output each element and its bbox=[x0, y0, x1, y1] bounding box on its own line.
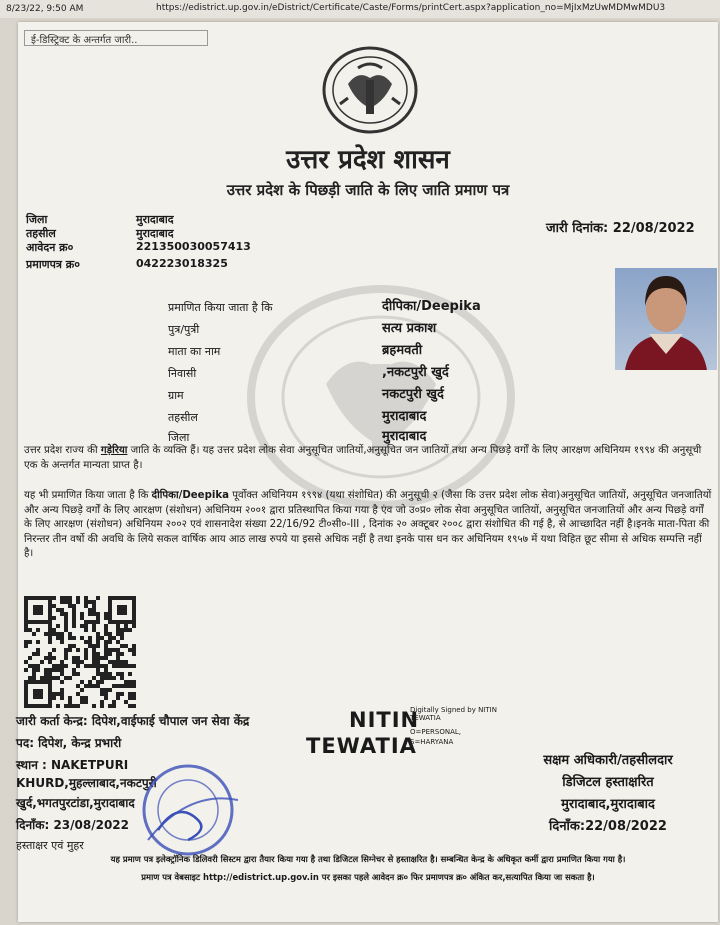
applicant-name: दीपिका/Deepika bbox=[382, 299, 481, 314]
sig-detail-2: TEWATIA bbox=[410, 714, 441, 722]
certification-paragraph bbox=[24, 489, 714, 562]
sig-detail-4: S=HARYANA bbox=[410, 738, 454, 746]
certificate-no-label: प्रमाणपत्र क्र० bbox=[26, 258, 80, 271]
certificate-no-value: 042223018325 bbox=[136, 257, 228, 270]
issue-date: जारी दिनांक: 22/08/2022 bbox=[546, 221, 695, 236]
print-url[interactable]: https://edistrict.up.gov.in/eDistrict/Certificate/Caste/Forms/printCert.aspx?application_no=MjIxMzUwMDMwMDU3 bbox=[156, 3, 666, 13]
detail-tehsil-label: तहसील bbox=[168, 411, 198, 424]
place-line-2: KHURD,मुहल्लाबाद,नकटपुरी bbox=[16, 776, 157, 790]
certificate-page bbox=[18, 22, 718, 922]
certify-label: प्रमाणित किया जाता है कि bbox=[168, 301, 273, 314]
signer-name-1: NITIN bbox=[349, 708, 420, 732]
place: स्थान : NAKETPURI bbox=[16, 758, 129, 772]
parent-label: पुत्र/पुत्री bbox=[168, 323, 200, 336]
centre-stamp-icon bbox=[138, 760, 238, 860]
sig-detail-1: Digitally Signed by NITIN bbox=[410, 706, 497, 714]
issuing-centre: जारी कर्ता केन्द्र: दिपेश,वाईफाई चौपाल जन सेवा केंद्र bbox=[16, 714, 250, 728]
bottom-note-1: यह प्रमाण पत्र इलेक्ट्रॉनिक डिलिवरी सिस्टम द्वारा तैयार किया गया है तथा डिजिटल सिग्नेचर से हस्ताक्षरित है। सम्बन्धित केन्द्र के अधिकृत कर्मी द्वारा प्रमाणित किया गया है। bbox=[110, 854, 626, 864]
village-label: ग्राम bbox=[168, 389, 184, 402]
digitally-signed: डिजिटल हस्ताक्षरित bbox=[562, 775, 654, 790]
application-no-value: 221350030057413 bbox=[136, 240, 251, 253]
bottom-note-2: प्रमाण पत्र वेबसाइट http://edistrict.up.gov.in पर इसका पहले आवेदन क्र० फिर प्रमाणपत्र क्र० अंकित कर,सत्यापित किया जा सकता है। bbox=[141, 872, 595, 882]
issuer-date: दिनाँक: 23/08/2022 bbox=[16, 818, 130, 832]
application-no-label: आवेदन क्र० bbox=[26, 241, 74, 254]
browser-print-header bbox=[0, 0, 720, 18]
signer-name-2: TEWATIA bbox=[306, 734, 417, 758]
certificate-title: उत्तर प्रदेश शासन bbox=[286, 145, 450, 175]
up-govt-emblem-icon bbox=[318, 44, 422, 136]
authority-title: सक्षम अधिकारी/तहसीलदार bbox=[543, 753, 673, 768]
tehsil-value: मुरादाबाद bbox=[136, 227, 174, 240]
parent-name: सत्य प्रकाश bbox=[382, 321, 437, 336]
header-fields bbox=[26, 212, 326, 274]
place-line-3: खुर्द,भगतपुरटांडा,मुरादाबाद bbox=[16, 796, 135, 810]
resident-label: निवासी bbox=[168, 367, 197, 380]
sign-and-seal: हस्ताक्षर एवं मुहर bbox=[16, 839, 84, 852]
caste-name: गड़ेरिया bbox=[100, 445, 128, 456]
district-value: मुरादाबाद bbox=[136, 213, 174, 226]
para1-post: जाति के व्यक्ति हैं। यह उत्तर प्रदेश लोक सेवा अनुसूचित जातियों,अनुसूचित जन जातियों तथा अन्य पिछड़े वर्गों के लिए आरक्षण अधिनियम १९९४ की अनुसूची एक के अन्तर्गत मान्यता प्राप्त है। bbox=[24, 445, 702, 471]
emblem-watermark-icon bbox=[246, 284, 516, 510]
district-label: जिला bbox=[26, 213, 48, 226]
detail-tehsil-value: मुरादाबाद bbox=[382, 409, 427, 424]
detail-district-label: जिला bbox=[168, 431, 190, 444]
caste-paragraph bbox=[24, 444, 714, 473]
authority-location: मुरादाबाद,मुरादाबाद bbox=[561, 797, 655, 812]
mother-name: ब्रहमवती bbox=[382, 343, 423, 358]
para2-pre: यह भी प्रमाणित किया जाता है कि bbox=[24, 490, 152, 501]
post: पद: दिपेश, केन्द्र प्रभारी bbox=[16, 736, 122, 750]
village-value: नकटपुरी खुर्द bbox=[382, 387, 444, 402]
para2-post: पूर्वोक्त अधिनियम १९९४ (यथा संशोधित) की अनुसूची २ (जैसा कि उत्तर प्रदेश लोक सेवा)अनुसूचित जातियों, अनुसूचित जनजातियों और अन्य पिछड़े वर्गों के लिए आरक्षण (संशोधन) अधिनियम २००१ द्वारा प्रतिस्थापित किया गया है एंव जो उ०प्र० लोक सेवा अनुसूचित जातियों, अनुसूचित जनजातियों और अन्य पिछड़े वर्गों के लिए आरक्षण (संशोधन) अधिनियम २००२ एवं शासनादेश संख्या 22/16/92 टी०सी०-III , दिनांक २० अक्टूबर २००८ द्वारा संशोधित की गई है, से आच्छादित नहीं है।इनके माता-पिता की निरन्तर तीन वर्षो की अवधि के लिये सकल वार्षिक आय आठ लाख रुपये या इससे अधिक नहीं है तथा इनके पास धन कर अधिनियम १९५७ में यथा विहित छूट सीमा से अधिक सम्पत्ति नहीं है। bbox=[24, 490, 712, 560]
authority-date: दिनाँक:22/08/2022 bbox=[549, 819, 667, 834]
sig-detail-3: O=PERSONAL, bbox=[410, 728, 461, 736]
para1-pre: उत्तर प्रदेश राज्य की bbox=[24, 445, 101, 456]
tehsil-label: तहसील bbox=[26, 227, 56, 240]
para2-applicant-name: दीपिका/Deepika bbox=[151, 490, 230, 501]
edistrict-note: ई-डिस्ट्रिक्ट के अन्तर्गत जारी.. bbox=[24, 30, 208, 46]
print-datetime: 8/23/22, 9:50 AM bbox=[6, 4, 84, 14]
resident-value: ,नकटपुरी खुर्द bbox=[382, 365, 449, 380]
mother-label: माता का नाम bbox=[168, 345, 221, 358]
qr-code-icon bbox=[24, 596, 136, 708]
certificate-subtitle: उत्तर प्रदेश के पिछड़ी जाति के लिए जाति प्रमाण पत्र bbox=[226, 181, 510, 199]
applicant-photo bbox=[615, 268, 717, 370]
detail-district-value: मुरादाबाद bbox=[382, 429, 427, 444]
